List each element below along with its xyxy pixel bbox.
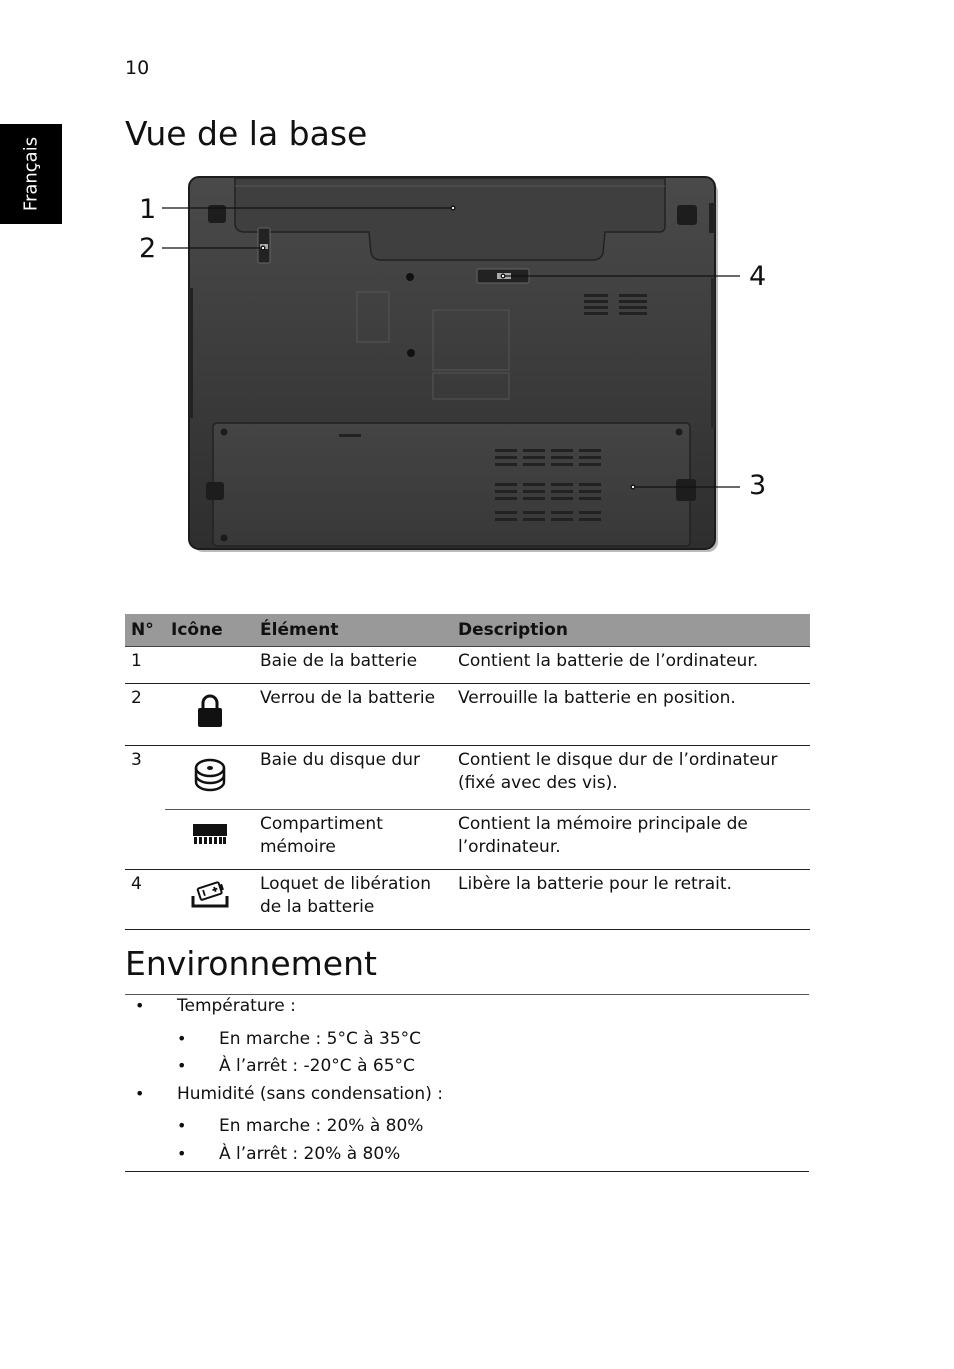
row-description: Contient le disque dur de l’ordinateur (fixé avec des vis).	[452, 746, 810, 810]
row-icon-empty	[165, 647, 254, 684]
row-number: 1	[125, 647, 165, 684]
section-title-base: Vue de la base	[125, 114, 368, 153]
env-subitem: En marche : 20% à 80%	[219, 1116, 424, 1136]
table-row	[125, 870, 810, 930]
bullet-icon: •	[177, 1116, 187, 1135]
row-element: Compartiment mémoire	[254, 810, 452, 870]
row-element: Verrou de la batterie	[254, 684, 452, 746]
row-number: 2	[125, 684, 165, 746]
row-description: Contient la batterie de l’ordinateur.	[452, 647, 810, 684]
memory-icon	[192, 820, 228, 846]
callout-2: 2	[139, 233, 157, 264]
row-number: 4	[125, 870, 165, 930]
row-number: 3	[125, 746, 165, 870]
hdd-icon	[192, 756, 228, 792]
table-row	[125, 684, 810, 746]
lock-icon	[195, 694, 225, 728]
table-row	[125, 810, 810, 870]
row-description: Libère la batterie pour le retrait.	[452, 870, 810, 930]
battery-release-icon	[190, 880, 230, 910]
page-number: 10	[125, 57, 150, 79]
laptop-base-figure	[125, 168, 785, 568]
base-components-table	[125, 614, 810, 930]
row-icon-cell	[165, 684, 254, 746]
env-subitem: À l’arrêt : -20°C à 65°C	[219, 1056, 415, 1076]
section-title-environment: Environnement	[125, 944, 377, 983]
env-subitem: À l’arrêt : 20% à 80%	[219, 1144, 401, 1164]
bullet-icon: •	[177, 1144, 187, 1163]
env-subitem: En marche : 5°C à 35°C	[219, 1029, 422, 1049]
bullet-icon: •	[135, 996, 145, 1015]
language-side-tab	[0, 124, 62, 224]
callout-3: 3	[749, 470, 767, 501]
laptop-base-illustration	[125, 168, 785, 568]
table-header-row	[125, 614, 810, 647]
callout-1: 1	[139, 194, 157, 225]
header-number: N°	[125, 614, 165, 647]
callout-4: 4	[749, 261, 767, 292]
header-icon: Icône	[165, 614, 254, 647]
env-top-rule	[125, 994, 809, 995]
env-item-humidity: Humidité (sans condensation) :	[177, 1084, 443, 1104]
row-description: Verrouille la batterie en position.	[452, 684, 810, 746]
bullet-icon: •	[177, 1056, 187, 1075]
bullet-icon: •	[135, 1084, 145, 1103]
env-bottom-rule	[125, 1171, 809, 1172]
row-description: Contient la mémoire principale de l’ordinateur.	[452, 810, 810, 870]
language-label: Français	[20, 136, 42, 212]
row-icon-cell	[165, 810, 254, 870]
env-item-temperature: Température :	[177, 996, 296, 1016]
header-description: Description	[452, 614, 810, 647]
row-icon-cell	[165, 746, 254, 810]
table-row	[125, 746, 810, 810]
bullet-icon: •	[177, 1029, 187, 1048]
header-element: Élément	[254, 614, 452, 647]
row-element: Loquet de libération de la batterie	[254, 870, 452, 930]
row-icon-cell	[165, 870, 254, 930]
table-row	[125, 647, 810, 684]
row-element: Baie de la batterie	[254, 647, 452, 684]
row-element: Baie du disque dur	[254, 746, 452, 810]
